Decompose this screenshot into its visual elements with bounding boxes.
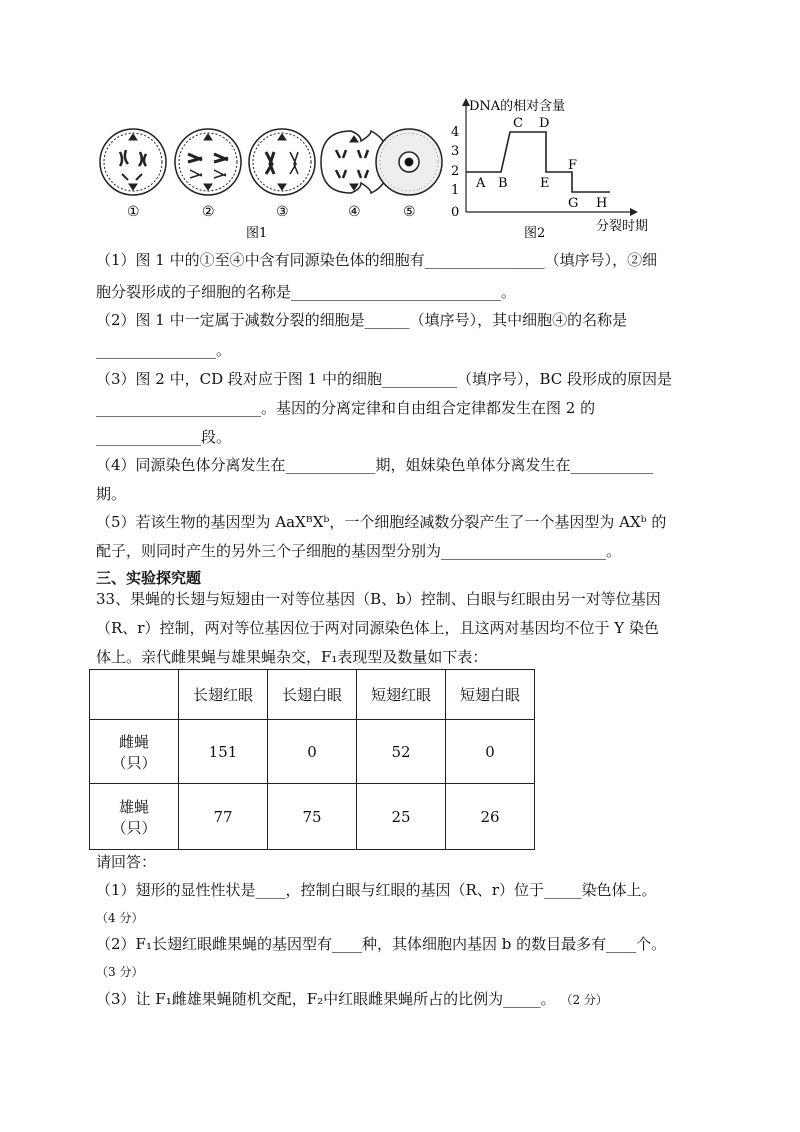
table-header-cell: 短翅白眼 [446, 670, 535, 720]
q32-line-2: 胞分裂形成的子细胞的名称是____________________________。 [96, 283, 517, 301]
table-header-cell: 长翅白眼 [268, 670, 357, 720]
row-label [90, 784, 179, 850]
table-header-cell: 短翅红眼 [357, 670, 446, 720]
cell-label-4: ④ [348, 204, 361, 220]
table-row [90, 720, 535, 784]
q32-line-11: 配子，则同时产生的另外三个子细胞的基因型分别为______________________。 [96, 542, 622, 560]
dna-content-line [466, 132, 610, 192]
point-label-g: G [568, 196, 579, 211]
q32-line-8: （4）同源染色体分离发生在____________期，姐妹染色单体分离发生在___________ [96, 456, 654, 474]
cell-5-drawing [376, 129, 442, 195]
point-label-b: B [498, 176, 508, 191]
table-header-cell [90, 670, 179, 720]
row-label-top: 雄蝇 [118, 797, 149, 816]
q33-sub-3: （3）让 F₁雌雄果蝇随机交配，F₂中红眼雌果蝇所占的比例为_____。 [96, 990, 556, 1008]
table-row [90, 784, 535, 850]
q33-line-3: 体上。亲代雌果蝇与雄果蝇杂交，F₁表现型及数量如下表： [96, 648, 488, 666]
cell-label-5: ⑤ [403, 204, 416, 220]
y-tick-4: 4 [451, 125, 460, 140]
table-header-cell: 长翅红眼 [179, 670, 268, 720]
table-cell: 52 [357, 720, 446, 784]
row-label-bottom: （只） [111, 753, 157, 772]
q32-line-5: （3）图 2 中，CD 段对应于图 1 中的细胞__________（填序号），BC 段形成的原因是 [96, 370, 673, 388]
row-label-bottom: （只） [111, 818, 157, 837]
figure-area [96, 96, 676, 246]
fig2-caption: 图2 [524, 226, 546, 241]
point-label-h: H [596, 196, 608, 211]
q33-line-2: （R、r）控制，两对等位基因位于两对同源染色体上，且这两对基因均不位于 Y 染色 [96, 619, 659, 637]
table-cell: 26 [446, 784, 535, 850]
cell-1-drawing [100, 129, 166, 195]
cell-label-3: ③ [276, 204, 289, 220]
fig2-graph [451, 98, 648, 241]
table-cell: 0 [268, 720, 357, 784]
q32-line-3: （2）图 1 中一定属于减数分裂的细胞是______（填序号），其中细胞④的名称是 [96, 311, 628, 329]
y-axis-title: DNA的相对含量 [469, 99, 566, 114]
row-label-top: 雌蝇 [118, 732, 149, 751]
q33-sub-1: （1）翅形的显性性状是____，控制白眼与红眼的基因（R、r）位于_____染色体上。 [96, 881, 657, 899]
q33-sub-2: （2）F₁长翅红眼雌果蝇的基因型有____种，其体细胞内基因 b 的数目最多有____个。 [96, 935, 667, 953]
point-label-a: A [476, 176, 486, 191]
table-cell: 75 [268, 784, 357, 850]
figure-svg [96, 96, 676, 246]
q33-sub-3-line [96, 989, 608, 1010]
x-axis-title: 分裂时期 [596, 219, 649, 234]
fig1-caption: 图1 [246, 226, 268, 241]
cell-2-drawing [175, 129, 241, 195]
q33-line-1: 33、果蝇的长翅与短翅由一对等位基因（B、b）控制、白眼与红眼由另一对等位基因 [96, 590, 661, 608]
y-tick-3: 3 [451, 144, 460, 159]
table-cell: 151 [179, 720, 268, 784]
point-label-e: E [540, 176, 550, 191]
q33-sub-2-score: （3 分） [96, 965, 144, 979]
q33-prompt: 请回答： [96, 853, 157, 871]
q32-line-1: （1）图 1 中的①至④中含有同源染色体的细胞有________________（填序号），②细 [96, 251, 658, 269]
q32-line-6: ______________________。基因的分离定律和自由组合定律都发生在图 2 的 [96, 399, 596, 417]
y-tick-0: 0 [451, 205, 460, 220]
cell-label-2: ② [202, 204, 215, 220]
point-label-f: F [568, 158, 578, 173]
q32-line-7: ______________段。 [96, 428, 232, 446]
table-cell: 77 [179, 784, 268, 850]
q32-line-10: （5）若该生物的基因型为 AaXᴮXᵇ，一个细胞经减数分裂产生了一个基因型为 AXᵇ 的 [96, 513, 667, 531]
table-cell: 25 [357, 784, 446, 850]
point-label-d: D [539, 116, 550, 131]
table-cell: 0 [446, 720, 535, 784]
row-label [90, 720, 179, 784]
cell-label-1: ① [127, 204, 140, 220]
y-tick-1: 1 [451, 183, 460, 198]
q32-line-4: ________________。 [96, 341, 232, 359]
q33-sub-3-score: （2 分） [560, 993, 608, 1007]
point-label-c: C [513, 116, 523, 131]
y-tick-2: 2 [451, 164, 460, 179]
section-3-title: 三、实验探究题 [96, 569, 202, 587]
q32-line-9: 期。 [96, 485, 127, 503]
offspring-table [89, 669, 535, 850]
q33-sub-1-score: （4 分） [96, 911, 144, 925]
table-header-row [90, 670, 535, 720]
cell-3-drawing [249, 129, 315, 195]
